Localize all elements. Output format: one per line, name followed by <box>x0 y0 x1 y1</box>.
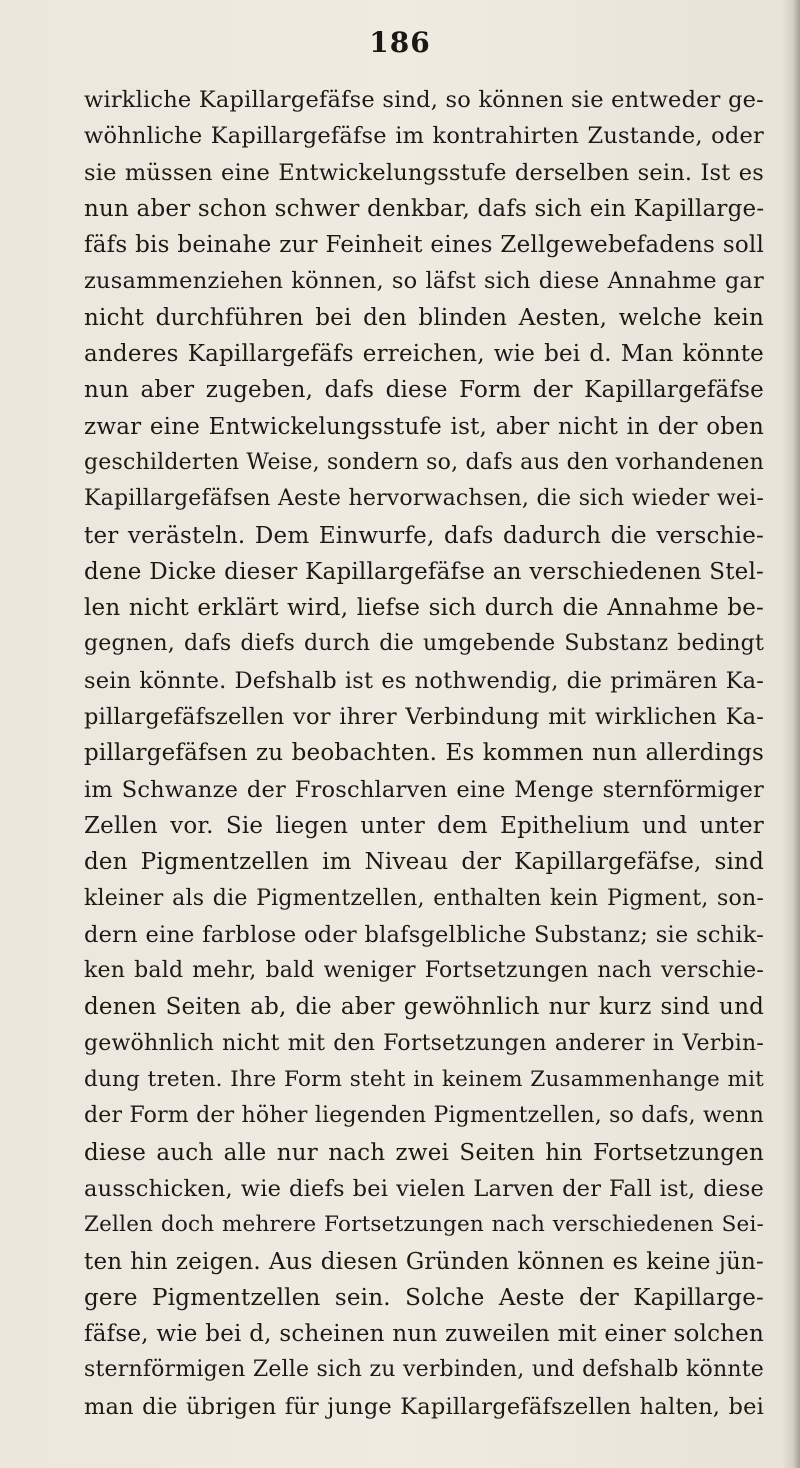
body-text <box>84 82 764 1425</box>
text-line: len nicht erklärt wird, liefse sich durch die Annahme be- <box>84 595 764 622</box>
text-line: anderes Kapillargefäfs erreichen, wie bei d. Man könnte <box>84 341 764 368</box>
text-line: zwar eine Entwickelungsstufe ist, aber nicht in der oben <box>84 413 764 440</box>
text-line: zusammenziehen können, so läfst sich diese Annahme gar <box>84 268 764 295</box>
text-line: wirkliche Kapillargefäfse sind, so können sie entweder ge- <box>84 87 764 113</box>
text-line: ten hin zeigen. Aus diesen Gründen können es keine jün- <box>84 1248 764 1275</box>
text-line: Zellen doch mehrere Fortsetzungen nach verschiedenen Sei- <box>84 1212 764 1238</box>
text-line: nicht durchführen bei den blinden Aesten, welche kein <box>84 304 764 331</box>
text-line: ausschicken, wie diefs bei vielen Larven der Fall ist, diese <box>84 1175 764 1202</box>
text-line: diese auch alle nur nach zwei Seiten hin Fortsetzungen <box>84 1139 764 1166</box>
text-line: ken bald mehr, bald weniger Fortsetzungen nach verschie- <box>84 958 764 984</box>
text-line: kleiner als die Pigmentzellen, enthalten kein Pigment, son- <box>84 885 764 911</box>
text-line: dene Dicke dieser Kapillargefäfse an verschiedenen Stel- <box>84 558 764 585</box>
text-line: dung treten. Ihre Form steht in keinem Zusammenhange mit <box>84 1067 764 1093</box>
text-line: gewöhnlich nicht mit den Fortsetzungen anderer in Verbin- <box>84 1030 764 1056</box>
text-line: gegnen, dafs diefs durch die umgebende Substanz bedingt <box>84 631 764 657</box>
text-line: den Pigmentzellen im Niveau der Kapillargefäfse, sind <box>84 849 764 876</box>
text-line: im Schwanze der Froschlarven eine Menge sternförmiger <box>84 776 764 803</box>
text-line: wöhnliche Kapillargefäfse im kontrahirten Zustande, oder <box>84 123 764 150</box>
text-line: nun aber schon schwer denkbar, dafs sich ein Kapillarge- <box>84 195 765 222</box>
text-line: gere Pigmentzellen sein. Solche Aeste der Kapillarge- <box>84 1284 764 1311</box>
text-line: geschilderten Weise, sondern so, dafs aus den vorhandenen <box>84 449 764 475</box>
text-line: pillargefäfsen zu beobachten. Es kommen nun allerdings <box>84 740 764 767</box>
text-line: Kapillargefäfsen Aeste hervorwachsen, die sich wieder wei- <box>84 486 764 512</box>
text-line: sie müssen eine Entwickelungsstufe derselben sein. Ist es <box>84 159 764 186</box>
text-line: denen Seiten ab, die aber gewöhnlich nur kurz sind und <box>84 994 764 1021</box>
text-line: sein könnte. Defshalb ist es nothwendig, die primären Ka- <box>84 667 764 694</box>
text-line: pillargefäfszellen vor ihrer Verbindung mit wirklichen Ka- <box>84 704 764 731</box>
text-line: der Form der höher liegenden Pigmentzellen, so dafs, wenn <box>84 1103 765 1129</box>
text-line: dern eine farblose oder blafsgelbliche Substanz; sie schik- <box>84 921 764 948</box>
text-line: fäfse, wie bei d, scheinen nun zuweilen mit einer solchen <box>84 1321 764 1348</box>
text-line: sternförmigen Zelle sich zu verbinden, und defshalb könnte <box>84 1357 764 1383</box>
text-line: ter verästeln. Dem Einwurfe, dafs dadurch die verschie- <box>84 522 764 549</box>
page-number: 186 <box>369 26 431 59</box>
page-edge-shadow <box>782 0 800 1468</box>
text-line: Zellen vor. Sie liegen unter dem Epithelium und unter <box>84 812 764 839</box>
text-line: man die übrigen für junge Kapillargefäfszellen halten, bei <box>84 1393 764 1420</box>
text-line: nun aber zugeben, dafs diese Form der Kapillargefäfse <box>84 377 764 404</box>
text-line: fäfs bis beinahe zur Feinheit eines Zellgewebefadens soll <box>84 232 764 259</box>
